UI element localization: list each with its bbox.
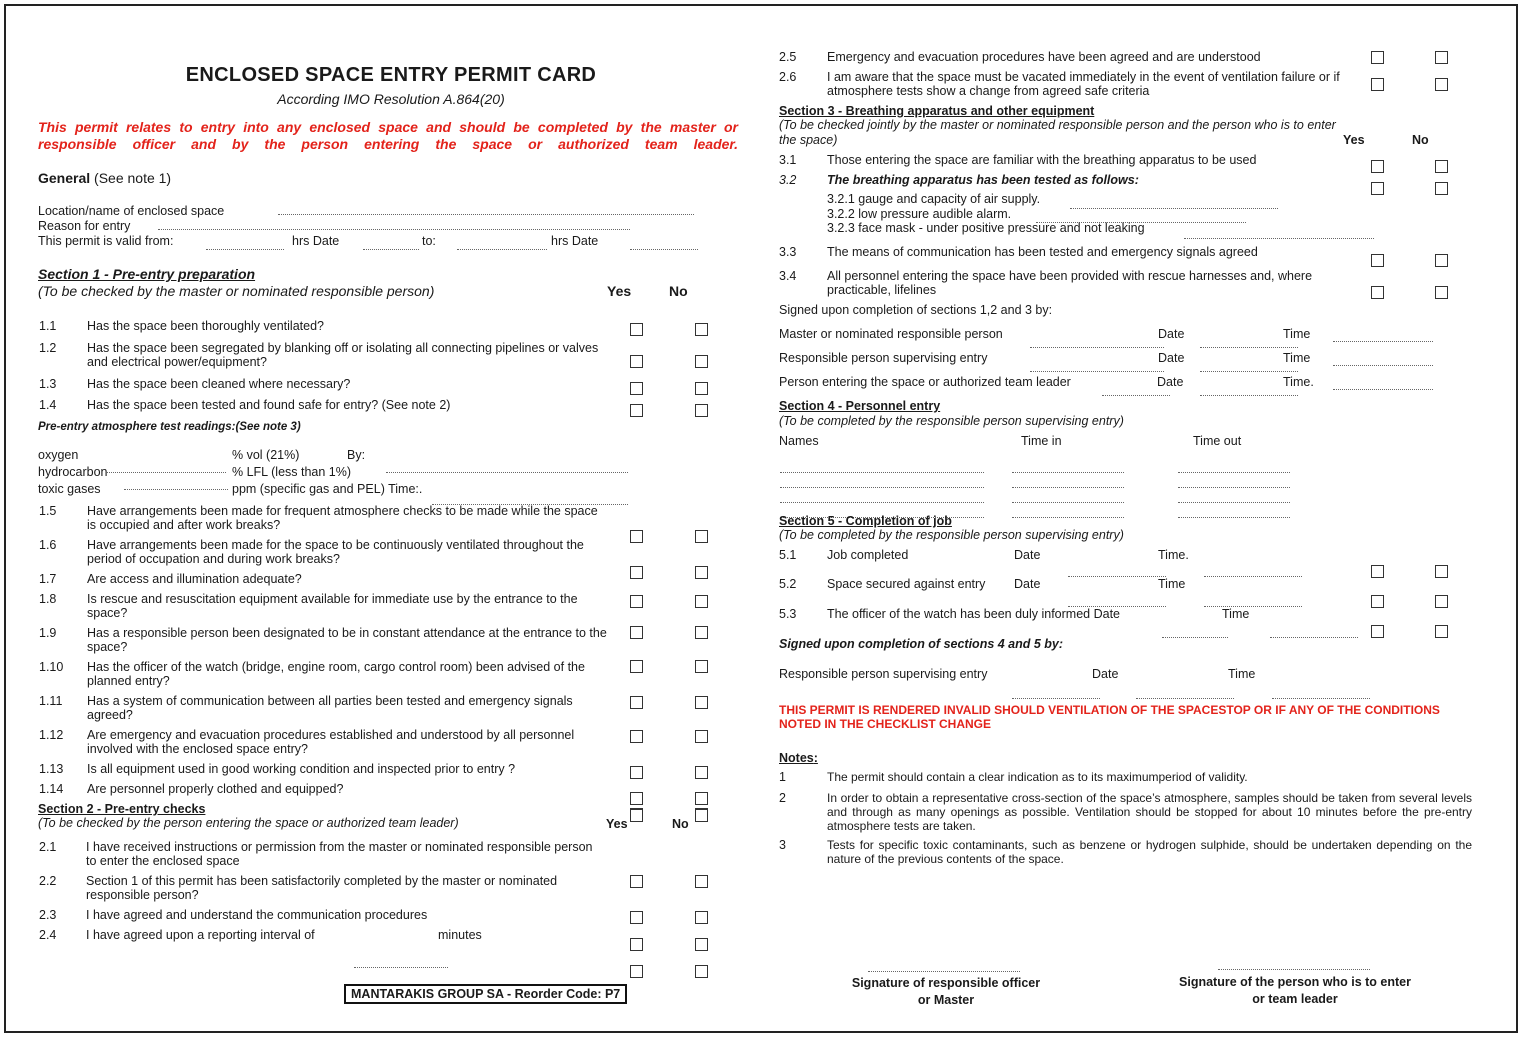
- item-2-2-number: 2.2: [39, 874, 57, 888]
- item-1-11-number: 1.11: [39, 694, 63, 708]
- item-3-2-number: 3.2: [779, 173, 797, 187]
- hrs-date-label-2: hrs Date: [551, 234, 599, 248]
- toxic-unit: ppm (specific gas and PEL) Time:.: [232, 482, 423, 496]
- item-1-6-yes-checkbox[interactable]: [630, 566, 643, 579]
- item-1-2-text: Has the space been segregated by blanking off or isolating all connecting pipelines or valves and electrical power/equipment?: [87, 341, 599, 369]
- item-5-1-time-label: Time.: [1158, 548, 1189, 562]
- item-3-4-no-checkbox[interactable]: [1435, 286, 1448, 299]
- item-1-10-no-checkbox[interactable]: [695, 696, 708, 709]
- item-1-8-yes-checkbox[interactable]: [630, 626, 643, 639]
- sub-item-321: 3.2.1 gauge and capacity of air supply.: [827, 192, 1041, 206]
- item-2-3-yes-checkbox[interactable]: [630, 938, 643, 951]
- item-1-6-no-checkbox[interactable]: [695, 566, 708, 579]
- note-2-number: 2: [779, 791, 786, 805]
- signer-1-time-label: Time: [1283, 327, 1311, 341]
- item-1-14-extra-no-checkbox[interactable]: [695, 809, 708, 822]
- time-in-col-label: Time in: [1021, 434, 1062, 448]
- item-1-10-number: 1.10: [39, 660, 64, 674]
- section5-signer-date-field[interactable]: [1136, 698, 1234, 699]
- signer-1-date-label: Date: [1158, 327, 1185, 341]
- item-2-3-number: 2.3: [39, 908, 57, 922]
- sub-item-321-field[interactable]: [1070, 208, 1278, 209]
- section5-subheading: (To be completed by the responsible person supervising entry): [779, 528, 1124, 542]
- note-3-text: Tests for specific toxic contaminants, such as benzene or hydrogen sulphide, should be undertaken depending on the nature of the previous contents of the space.: [827, 838, 1472, 866]
- signature-entrant-line1: Signature of the person who is to enter: [1179, 975, 1411, 989]
- item-1-5-no-checkbox[interactable]: [695, 530, 708, 543]
- item-3-4-yes-checkbox[interactable]: [1371, 286, 1384, 299]
- item-1-5-yes-checkbox[interactable]: [630, 530, 643, 543]
- item-3-1-no-checkbox[interactable]: [1435, 160, 1448, 173]
- item-2-5-yes-checkbox[interactable]: [1371, 51, 1384, 64]
- signature-entrant-line2: or team leader: [1252, 992, 1338, 1006]
- item-5-1-date-label: Date: [1014, 548, 1041, 562]
- item-1-1-no-checkbox[interactable]: [695, 323, 708, 336]
- item-5-3-time-field[interactable]: [1270, 637, 1358, 638]
- yes-header-s2: Yes: [606, 817, 628, 831]
- signer-2-date-field[interactable]: [1200, 371, 1298, 372]
- hydrocarbon-label: hydrocarbon: [38, 465, 108, 479]
- item-1-2-number: 1.2: [39, 341, 57, 355]
- item-3-1-yes-checkbox[interactable]: [1371, 160, 1384, 173]
- section3-subheading: (To be checked jointly by the master or nominated responsible person and the person who is to enter the space): [779, 118, 1336, 147]
- personnel-name-field[interactable]: [780, 487, 984, 488]
- item-1-2-no-checkbox[interactable]: [695, 355, 708, 368]
- by-field[interactable]: [386, 472, 628, 473]
- signer-2-time-label: Time: [1283, 351, 1311, 365]
- item-2-1-number: 2.1: [39, 840, 57, 854]
- note-3-number: 3: [779, 838, 786, 852]
- section4-subheading: (To be completed by the responsible person supervising entry): [779, 414, 1124, 428]
- item-1-12-number: 1.12: [39, 728, 64, 742]
- atmosphere-heading: Pre-entry atmosphere test readings:(See note 3): [38, 421, 301, 433]
- oxygen-label: oxygen: [38, 448, 79, 462]
- toxic-field[interactable]: [124, 489, 228, 490]
- valid-from-label: This permit is valid from:: [38, 234, 174, 248]
- signer-1-label: Master or nominated responsible person: [779, 327, 1003, 341]
- item-1-3-number: 1.3: [39, 377, 57, 391]
- personnel-time-out-field[interactable]: [1178, 487, 1290, 488]
- item-1-14-number: 1.14: [39, 782, 64, 796]
- item-1-4-no-checkbox[interactable]: [695, 404, 708, 417]
- page-title: ENCLOSED SPACE ENTRY PERMIT CARD: [185, 64, 597, 86]
- item-1-6-number: 1.6: [39, 538, 57, 552]
- item-3-3-no-checkbox[interactable]: [1435, 254, 1448, 267]
- names-col-label: Names: [779, 434, 819, 448]
- signer-3-time-field[interactable]: [1333, 389, 1433, 390]
- signer-2-time-field[interactable]: [1333, 365, 1433, 366]
- item-2-6-number: 2.6: [779, 70, 797, 84]
- signer-3-time-label: Time.: [1283, 375, 1314, 389]
- item-1-7-no-checkbox[interactable]: [695, 595, 708, 608]
- item-3-3-number: 3.3: [779, 245, 797, 259]
- item-1-12-yes-checkbox[interactable]: [630, 766, 643, 779]
- item-1-13-yes-checkbox[interactable]: [630, 792, 643, 805]
- item-3-4-text: All personnel entering the space have been provided with rescue harnesses and, where practicable, lifelines: [827, 269, 1313, 297]
- reason-field[interactable]: [158, 229, 630, 230]
- hrs-date-label-1: hrs Date: [292, 234, 340, 248]
- item-1-9-no-checkbox[interactable]: [695, 660, 708, 673]
- item-1-10-yes-checkbox[interactable]: [630, 696, 643, 709]
- signature-entrant-caption: [1146, 974, 1444, 1008]
- item-5-3-yes-checkbox[interactable]: [1371, 625, 1384, 638]
- item-2-5-number: 2.5: [779, 50, 797, 64]
- personnel-time-in-field[interactable]: [1012, 502, 1124, 503]
- hydrocarbon-unit: % LFL (less than 1%): [232, 465, 352, 479]
- valid-to-hrs-field[interactable]: [457, 249, 547, 250]
- item-5-2-date-label: Date: [1014, 577, 1041, 591]
- item-1-1-number: 1.1: [39, 319, 57, 333]
- signer-3-date-field[interactable]: [1200, 395, 1298, 396]
- section1-heading: Section 1 - Pre-entry preparation: [38, 266, 256, 282]
- item-2-1-text: I have received instructions or permission from the master or nominated responsible person to enter the enclosed space: [86, 840, 593, 868]
- invalid-warning: THIS PERMIT IS RENDERED INVALID SHOULD VENTILATION OF THE SPACESTOP OR IF ANY OF THE CONDITIONS NOTED IN THE CHECKLIST CHANGE: [779, 703, 1440, 731]
- notes-heading: Notes:: [779, 751, 818, 765]
- item-2-4-text: I have agreed upon a reporting interval of: [86, 928, 315, 942]
- item-3-1-number: 3.1: [779, 153, 797, 167]
- signer-2-label: Responsible person supervising entry: [779, 351, 988, 365]
- item-3-3-yes-checkbox[interactable]: [1371, 254, 1384, 267]
- section5-signer-date-label: Date: [1092, 667, 1119, 681]
- item-5-3-no-checkbox[interactable]: [1435, 625, 1448, 638]
- personnel-time-out-field[interactable]: [1178, 517, 1290, 518]
- section5-heading: Section 5 - Completion of job: [779, 514, 952, 528]
- item-5-1-text: Job completed: [827, 548, 909, 562]
- item-5-2-yes-checkbox[interactable]: [1371, 595, 1384, 608]
- personnel-time-in-field[interactable]: [1012, 472, 1124, 473]
- signer-2-sign-field[interactable]: [1030, 371, 1164, 372]
- item-1-3-text: Has the space been cleaned where necessary?: [87, 377, 351, 391]
- section2-heading: Section 2 - Pre-entry checks: [38, 802, 206, 816]
- reason-label: Reason for entry: [38, 219, 131, 233]
- item-3-3-text: The means of communication has been tested and emergency signals agreed: [827, 245, 1258, 259]
- item-1-8-no-checkbox[interactable]: [695, 626, 708, 639]
- no-header-s1: No: [669, 283, 688, 299]
- item-1-13-number: 1.13: [39, 762, 64, 776]
- item-3-2-no-checkbox[interactable]: [1435, 182, 1448, 195]
- to-label: to:: [422, 234, 436, 248]
- item-5-3-time-label: Time: [1222, 607, 1250, 621]
- item-1-4-text: Has the space been tested and found safe for entry? (See note 2): [87, 398, 451, 412]
- section3-heading: Section 3 - Breathing apparatus and other equipment: [779, 104, 1095, 118]
- page-subtitle: According IMO Resolution A.864(20): [277, 91, 505, 107]
- item-2-2-yes-checkbox[interactable]: [630, 911, 643, 924]
- item-1-7-text: Are access and illumination adequate?: [87, 572, 302, 586]
- sub-item-322: 3.2.2 low pressure audible alarm.: [827, 207, 1012, 221]
- item-2-6-yes-checkbox[interactable]: [1371, 78, 1384, 91]
- personnel-name-field[interactable]: [780, 472, 984, 473]
- notes-heading-text: Notes: [779, 751, 814, 765]
- yes-header-s1: Yes: [607, 283, 632, 299]
- location-label: Location/name of enclosed space: [38, 204, 225, 218]
- valid-from-hrs-field[interactable]: [206, 249, 284, 250]
- hydrocarbon-field[interactable]: [106, 472, 226, 473]
- item-1-6-text: Have arrangements been made for the space to be continuously ventilated throughout the period of occupation and during work breaks?: [87, 538, 584, 566]
- section4-heading: Section 4 - Personnel entry: [779, 399, 941, 413]
- by-label: By:: [347, 448, 366, 462]
- signer-1-time-field[interactable]: [1333, 341, 1433, 342]
- item-1-9-text: Has a responsible person been designated to be in constant attendance at the entrance to the space?: [87, 626, 607, 654]
- reorder-code: MANTARAKIS GROUP SA - Reorder Code: P7: [344, 984, 627, 1004]
- signer-3-sign-field[interactable]: [1102, 395, 1170, 396]
- item-2-4-yes-checkbox[interactable]: [630, 965, 643, 978]
- item-5-1-number: 5.1: [779, 548, 797, 562]
- item-2-4-no-checkbox[interactable]: [695, 965, 708, 978]
- item-1-12-text: Are emergency and evacuation procedures established and understood by all personnel involved with the enclosed space entry?: [87, 728, 575, 756]
- section5-signer: Responsible person supervising entry: [779, 667, 988, 681]
- item-3-4-number: 3.4: [779, 269, 797, 283]
- item-1-7-yes-checkbox[interactable]: [630, 595, 643, 608]
- oxygen-unit: % vol (21%): [232, 448, 300, 462]
- item-1-8-text: Is rescue and resuscitation equipment available for immediate use by the entrance to the space?: [87, 592, 578, 620]
- yes-header-s3: Yes: [1343, 133, 1365, 147]
- item-1-14-text: Are personnel properly clothed and equipped?: [87, 782, 344, 796]
- section5-signer-time-field[interactable]: [1272, 698, 1370, 699]
- item-1-9-yes-checkbox[interactable]: [630, 660, 643, 673]
- item-1-9-number: 1.9: [39, 626, 57, 640]
- personnel-time-in-field[interactable]: [1012, 517, 1124, 518]
- signer-1-sign-field[interactable]: [1030, 347, 1164, 348]
- item-1-13-text: Is all equipment used in good working condition and inspected prior to entry ?: [87, 762, 516, 776]
- item-1-14-extra-yes-checkbox[interactable]: [630, 809, 643, 822]
- item-1-11-text: Has a system of communication between all parties been tested and emergency signals agreed?: [87, 694, 573, 722]
- item-5-1-no-checkbox[interactable]: [1435, 565, 1448, 578]
- item-1-10-text: Has the officer of the watch (bridge, engine room, cargo control room) been advised of the planned entry?: [87, 660, 585, 688]
- item-1-4-yes-checkbox[interactable]: [630, 404, 643, 417]
- item-1-7-number: 1.7: [39, 572, 57, 586]
- signature-officer-line2: or Master: [917, 993, 975, 1007]
- valid-to-date-field[interactable]: [630, 249, 698, 250]
- signer-3-date-label: Date: [1157, 375, 1184, 389]
- signature-line-officer[interactable]: [868, 971, 1020, 972]
- item-5-3-text: The officer of the watch has been duly informed Date: [827, 607, 1120, 621]
- item-3-2-yes-checkbox[interactable]: [1371, 182, 1384, 195]
- no-header-s3: No: [1412, 133, 1429, 147]
- section2-subheading: (To be checked by the person entering the space or authorized team leader): [38, 816, 459, 830]
- item-3-1-text: Those entering the space are familiar with the breathing apparatus to be used: [827, 153, 1257, 167]
- item-1-12-no-checkbox[interactable]: [695, 766, 708, 779]
- item-1-3-no-checkbox[interactable]: [695, 382, 708, 395]
- note-1-number: 1: [779, 770, 786, 784]
- item-2-1-yes-checkbox[interactable]: [630, 875, 643, 888]
- item-2-1-no-checkbox[interactable]: [695, 875, 708, 888]
- personnel-time-in-field[interactable]: [1012, 487, 1124, 488]
- permit-card: [4, 4, 1518, 1033]
- item-1-11-no-checkbox[interactable]: [695, 730, 708, 743]
- item-5-1-yes-checkbox[interactable]: [1371, 565, 1384, 578]
- signer-3-label: Person entering the space or authorized team leader: [779, 375, 1071, 389]
- reporting-interval-field[interactable]: [354, 967, 448, 968]
- sub-item-323-field[interactable]: [1184, 238, 1374, 239]
- toxic-label: toxic gases: [38, 482, 101, 496]
- item-5-1-date-field[interactable]: [1068, 576, 1166, 577]
- item-1-13-no-checkbox[interactable]: [695, 792, 708, 805]
- personnel-time-out-field[interactable]: [1178, 502, 1290, 503]
- item-3-2-text: The breathing apparatus has been tested as follows:: [827, 173, 1139, 187]
- item-5-2-date-field[interactable]: [1068, 606, 1166, 607]
- sub-item-323: 3.2.3 face mask - under positive pressure and not leaking: [827, 221, 1145, 235]
- item-1-3-yes-checkbox[interactable]: [630, 382, 643, 395]
- general-title: General: [38, 170, 91, 186]
- valid-from-date-field[interactable]: [363, 249, 419, 250]
- location-field[interactable]: [278, 214, 694, 215]
- item-1-1-text: Has the space been thoroughly ventilated?: [87, 319, 324, 333]
- personnel-time-out-field[interactable]: [1178, 472, 1290, 473]
- item-2-6-no-checkbox[interactable]: [1435, 78, 1448, 91]
- section5-signed-label: Signed upon completion of sections 4 and 5 by:: [779, 637, 1064, 651]
- item-1-4-number: 1.4: [39, 398, 57, 412]
- signature-officer-line1: Signature of responsible officer: [851, 976, 1041, 990]
- item-2-3-text: I have agreed and understand the communication procedures: [86, 908, 428, 922]
- minutes-label: minutes: [438, 928, 482, 942]
- item-1-5-number: 1.5: [39, 504, 57, 518]
- note-2-text: In order to obtain a representative cross-section of the space’s atmosphere, samples should be taken from several levels and through as many openings as possible. Ventilation should be stopped for about 10 minutes before the pre-entry atmosphere tests are taken.: [827, 791, 1472, 833]
- general-heading: [38, 171, 171, 185]
- item-2-2-no-checkbox[interactable]: [695, 911, 708, 924]
- item-2-6-text: I am aware that the space must be vacated immediately in the event of ventilation failure or if atmosphere tests show a change from agreed safe criteria: [827, 70, 1340, 98]
- signer-2-date-label: Date: [1158, 351, 1185, 365]
- signature-line-entrant[interactable]: [1218, 969, 1370, 970]
- item-2-4-number: 2.4: [39, 928, 57, 942]
- item-1-1-yes-checkbox[interactable]: [630, 323, 643, 336]
- item-2-5-text: Emergency and evacuation procedures have been agreed and are understood: [827, 50, 1261, 64]
- item-1-5-text: Have arrangements been made for frequent atmosphere checks to be made while the space is occupied and after work breaks?: [87, 504, 598, 532]
- time-out-col-label: Time out: [1193, 434, 1242, 448]
- intro-text: This permit relates to entry into any enclosed space and should be completed by the master or responsible officer and by the person entering the space or authorized team leader.: [38, 119, 738, 152]
- item-5-2-text: Space secured against entry: [827, 577, 986, 591]
- section1-subheading: (To be checked by the master or nominated responsible person): [38, 283, 435, 299]
- signer-1-date-field[interactable]: [1200, 347, 1298, 348]
- item-2-2-text: Section 1 of this permit has been satisfactorily completed by the master or nominated responsible person?: [86, 874, 558, 902]
- no-header-s2: No: [672, 817, 689, 831]
- section5-signer-sign-field[interactable]: [1012, 698, 1100, 699]
- section3-signed-label: Signed upon completion of sections 1,2 and 3 by:: [779, 303, 1053, 317]
- item-1-2-yes-checkbox[interactable]: [630, 355, 643, 368]
- item-2-5-no-checkbox[interactable]: [1435, 51, 1448, 64]
- item-2-3-no-checkbox[interactable]: [695, 938, 708, 951]
- section5-signer-time-label: Time: [1228, 667, 1256, 681]
- item-5-2-time-label: Time: [1158, 577, 1186, 591]
- note-1-text: The permit should contain a clear indication as to its maximumperiod of validity.: [827, 770, 1248, 784]
- item-5-2-no-checkbox[interactable]: [1435, 595, 1448, 608]
- item-5-3-number: 5.3: [779, 607, 797, 621]
- personnel-name-field[interactable]: [780, 502, 984, 503]
- signature-officer-caption: [826, 975, 1066, 1009]
- item-5-1-time-field[interactable]: [1204, 576, 1302, 577]
- item-5-2-time-field[interactable]: [1204, 606, 1302, 607]
- item-5-3-date-field[interactable]: [1162, 637, 1228, 638]
- item-5-2-number: 5.2: [779, 577, 797, 591]
- general-note: (See note 1): [94, 170, 172, 186]
- item-1-11-yes-checkbox[interactable]: [630, 730, 643, 743]
- item-1-8-number: 1.8: [39, 592, 57, 606]
